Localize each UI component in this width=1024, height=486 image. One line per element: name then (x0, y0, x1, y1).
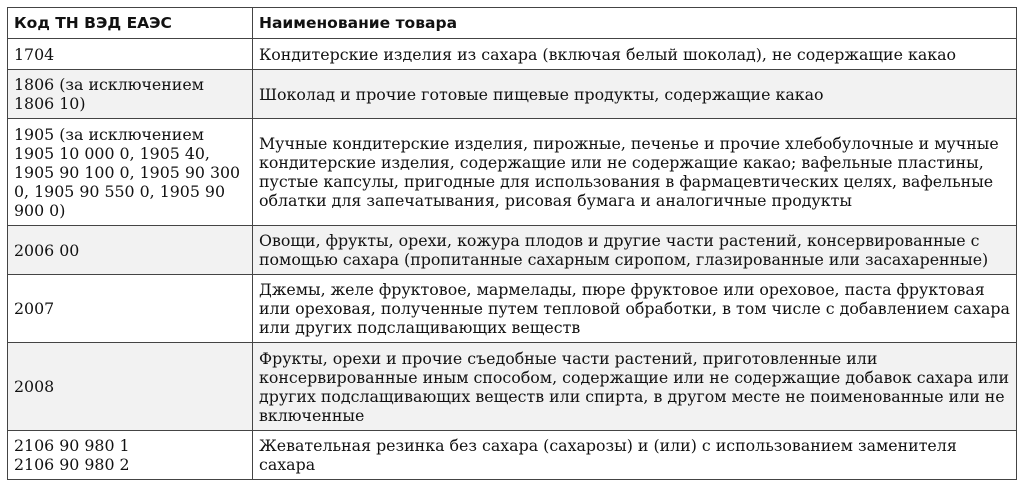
column-header-code: Код ТН ВЭД ЕАЭС (8, 8, 253, 39)
table-row (8, 39, 1017, 70)
table-header (8, 8, 1017, 39)
name-cell: Шоколад и прочие готовые пищевые продукты, содержащие какао (253, 70, 1017, 119)
name-cell: Джемы, желе фруктовое, мармелады, пюре фруктовое или ореховое, паста фруктовая или ореховая, полученные путем тепловой обработки, в том числе с добавлением сахара или других подслащивающих веществ (253, 275, 1017, 343)
table-row (8, 70, 1017, 119)
code-cell: 2106 90 980 1 2106 90 980 2 (8, 431, 253, 480)
code-cell: 1905 (за исключением 1905 10 000 0, 1905 40, 1905 90 100 0, 1905 90 300 0, 1905 90 550 0, 1905 90 900 0) (8, 119, 253, 226)
table-row (8, 343, 1017, 431)
name-cell: Жевательная резинка без сахара (сахарозы) и (или) с использованием заменителя сахара (253, 431, 1017, 480)
goods-table (7, 7, 1017, 480)
table-row (8, 226, 1017, 275)
header-row (8, 8, 1017, 39)
table-row (8, 275, 1017, 343)
name-cell: Овощи, фрукты, орехи, кожура плодов и другие части растений, консервированные с помощью сахара (пропитанные сахарным сиропом, глазированные или засахаренные) (253, 226, 1017, 275)
table-body (8, 39, 1017, 480)
column-header-name: Наименование товара (253, 8, 1017, 39)
name-cell: Фрукты, орехи и прочие съедобные части растений, приготовленные или консервированные иным способом, содержащие или не содержащие добавок сахара или других подслащивающих веществ или спирта, в другом месте не поименованные или не включенные (253, 343, 1017, 431)
code-cell: 2007 (8, 275, 253, 343)
table-row (8, 119, 1017, 226)
name-cell: Кондитерские изделия из сахара (включая белый шоколад), не содержащие какао (253, 39, 1017, 70)
code-cell: 2008 (8, 343, 253, 431)
code-cell: 2006 00 (8, 226, 253, 275)
code-cell: 1806 (за исключением 1806 10) (8, 70, 253, 119)
code-cell: 1704 (8, 39, 253, 70)
name-cell: Мучные кондитерские изделия, пирожные, печенье и прочие хлебобулочные и мучные кондитерские изделия, содержащие или не содержащие какао; вафельные пластины, пустые капсулы, пригодные для использования в фармацевтических целях, вафельные облатки для запечатывания, рисовая бумага и аналогичные продукты (253, 119, 1017, 226)
table-row (8, 431, 1017, 480)
